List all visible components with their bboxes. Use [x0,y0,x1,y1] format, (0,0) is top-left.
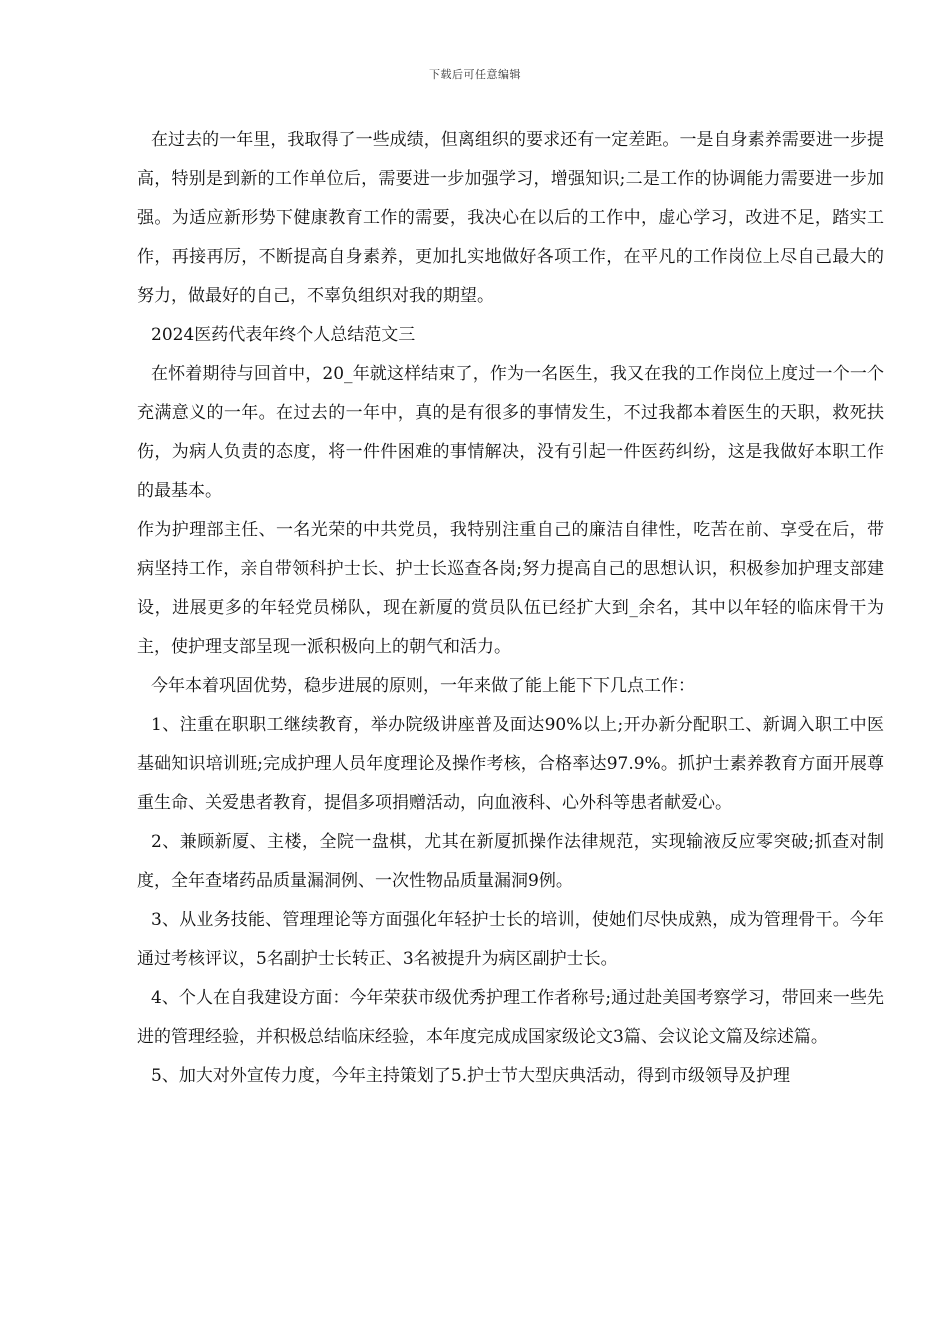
list-item-2: 2、兼顾新厦、主楼，全院一盘棋，尤其在新厦抓操作法律规范，实现输液反应零突破;抓查对制度，全年查堵药品质量漏洞例、一次性物品质量漏洞9例。 [137,832,884,891]
paragraph-self-assessment: 在过去的一年里，我取得了一些成绩，但离组织的要求还有一定差距。一是自身素养需要进一步提高，特别是到新的工作单位后，需要进一步加强学习，增强知识;二是工作的协调能力需要进一步加强。为适应新形势下健康教育工作的需要，我决心在以后的工作中，虚心学习，改进不足，踏实工作，再接再厉，不断提高自身素养，更加扎实地做好各项工作，在平凡的工作岗位上尽自己最大的努力，做最好的自己，不辜负组织对我的期望。 [137,130,884,306]
list-item-5: 5、加大对外宣传力度，今年主持策划了5.护士节大型庆典活动，得到市级领导及护理 [151,1066,791,1086]
section-title: 2024医药代表年终个人总结范文三 [151,325,416,345]
list-item-3: 3、从业务技能、管理理论等方面强化年轻护士长的培训，使她们尽快成熟，成为管理骨干。今年通过考核评议，5名副护士长转正、3名被提升为病区副护士长。 [137,910,884,969]
list-item-1: 1、注重在职职工继续教育，举办院级讲座普及面达90%以上;开办新分配职工、新调入职工中医基础知识培训班;完成护理人员年度理论及操作考核，合格率达97.9%。抓护士素养教育方面开展尊重生命、关爱患者教育，提倡多项捐赠活动，向血液科、心外科等患者献爱心。 [137,715,884,813]
paragraph-party-member: 作为护理部主任、一名光荣的中共党员，我特别注重自己的廉洁自律性，吃苦在前、享受在后，带病坚持工作，亲自带领科护士长、护士长巡查各岗;努力提高自己的思想认识，积极参加护理支部建设，进展更多的年轻党员梯队，现在新厦的赏员队伍已经扩大到_余名，其中以年轻的临床骨干为主，使护理支部呈现一派积极向上的朝气和活力。 [137,520,884,657]
document-body [137,121,884,1096]
paragraph-work-intro: 今年本着巩固优势，稳步进展的原则，一年来做了能上能下下几点工作： [151,676,695,696]
paragraph-year-review: 在怀着期待与回首中，20_年就这样结束了，作为一名医生，我又在我的工作岗位上度过一个一个充满意义的一年。在过去的一年中，真的是有很多的事情发生，不过我都本着医生的天职，救死扶伤，为病人负责的态度，将一件件困难的事情解决，没有引起一件医药纠纷，这是我做好本职工作的最基本。 [137,364,884,501]
list-item-4: 4、个人在自我建设方面：今年荣获市级优秀护理工作者称号;通过赴美国考察学习，带回来一些先进的管理经验，并积极总结临床经验，本年度完成成国家级论文3篇、会议论文篇及综述篇。 [137,988,884,1047]
page-header-note: 下载后可任意编辑 [429,68,521,81]
